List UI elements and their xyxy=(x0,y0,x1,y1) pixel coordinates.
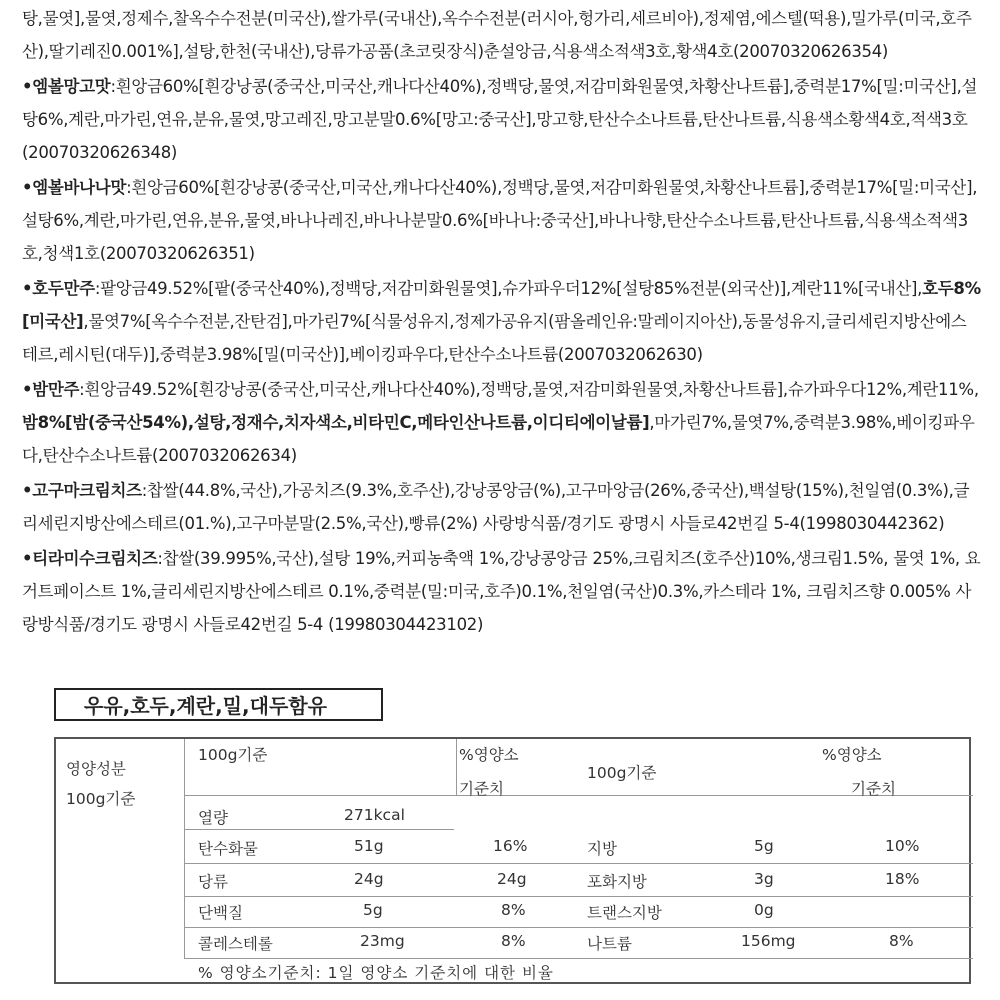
ingredients-list xyxy=(22,2,982,643)
table-divider xyxy=(184,958,973,959)
product-name: •엠볼바나나맛 xyxy=(22,178,127,197)
nutrient-percent: 8% xyxy=(501,901,526,919)
product-name: •호두만주 xyxy=(22,279,95,298)
column-header: 100g기준 xyxy=(587,764,657,782)
nutrient-name: 트랜스지방 xyxy=(587,904,662,922)
ingredient-text: :흰앙금60%[흰강낭콩(중국산,미국산,캐나다산40%),정백당,물엿,저감미화원물엿,차황산나트륨],중력분17%[밀:미국산],설탕6%,계란,마가린,연유,분유,물엿,망고레진,망고분말0.6%[망고:중국산],망고향,탄산수소나트륨,탄산나트륨,식용색소황색4호,적색3호(20070320626348) xyxy=(22,77,978,162)
nutrient-percent: 8% xyxy=(501,932,526,950)
product-name: •고구마크림치즈 xyxy=(22,481,142,500)
ingredient-paragraph xyxy=(22,2,982,68)
ingredient-text: 탕,물엿],물엿,정제수,찰옥수수전분(미국산),쌀가루(국내산),옥수수전분(러시아,헝가리,세르비아),정제염,에스텔(떡용),밀가루(미국,호주산),딸기레진0.001%],설탕,한천(국내산),당류가공품(초코릿장식)춘설앙금,식용색소적색3호,황색4호(20070320626354) xyxy=(22,9,972,61)
product-name: •티라미수크림치즈 xyxy=(22,549,158,568)
nutrition-header-label: 영양성분 xyxy=(66,760,126,778)
ingredient-text: :찹쌀(39.995%,국산),설탕 19%,커피농축액 1%,강낭콩앙금 25%,크림치즈(호주산)10%,생크림1.5%, 물엿 1%, 요거트페이스트 1%,글리세린지방산에스테르 0.1%,중력분(밀:미국,호주)0.1%,천일염(국산)0.3%,카스테라 1%, 크림치즈향 0.005% 사랑방식품/경기도 광명시 사들로42번길 5-4 (19980304423102) xyxy=(22,549,981,634)
nutrient-percent: 18% xyxy=(885,870,920,888)
calorie-label: 열량 xyxy=(198,809,228,827)
nutrient-amount: 5g xyxy=(363,901,383,919)
nutrient-amount: 24g xyxy=(354,870,384,888)
column-header: 100g기준 xyxy=(198,746,268,764)
ingredient-paragraph xyxy=(22,70,982,169)
nutrient-name: 당류 xyxy=(198,873,228,891)
table-divider xyxy=(184,863,973,864)
table-divider xyxy=(184,739,185,958)
ingredient-text: :찹쌀(44.8%,국산),가공치즈(9.3%,호주산),강낭콩앙금(%),고구마앙금(26%,중국산),백설탕(15%),천일염(0.3%),글리세린지방산에스테르(01.%),고구마분말(2.5%,국산),빵류(2%) 사랑방식품/경기도 광명시 사들로42번길 5-4(19980304423​62) xyxy=(22,481,970,533)
table-divider xyxy=(184,896,973,897)
nutrient-amount: 51g xyxy=(354,837,384,855)
column-header: %영양소 xyxy=(822,746,882,764)
nutrition-header-basis: 100g기준 xyxy=(66,790,136,808)
ingredient-text: :흰앙금60%[흰강낭콩(중국산,미국산,캐나다산40%),정백당,물엿,저감미화원물엿,차황산나트륨],중력분17%[밀:미국산],설탕6%,계란,마가린,연유,분유,물엿,바나나레진,바나나분말0.6%[바나나:중국산],바나나향,탄산수소나트륨,탄산나트륨,식용색소적색3호,청색1호(20070320626351) xyxy=(22,178,978,263)
table-divider xyxy=(456,739,457,795)
ingredient-highlight: 호두8%[미국산] xyxy=(22,279,981,331)
calorie-value: 271kcal xyxy=(344,806,405,824)
ingredient-paragraph xyxy=(22,171,982,270)
product-name: •밤만주 xyxy=(22,380,80,399)
nutrition-table xyxy=(54,737,971,984)
nutrient-amount: 0g xyxy=(754,901,774,919)
table-divider xyxy=(184,829,454,830)
nutrient-percent: 10% xyxy=(885,837,920,855)
ingredient-paragraph xyxy=(22,272,982,371)
ingredient-text: ,물엿7%[옥수수전분,잔탄검],마가린7%[식물성유지,정제가공유지(팜올레인유:말레이지아산),동물성유지,글리세린지방산에스테르,레시틴(대두)],중력분3.98%[밀(미국산)],베이킹파우다,탄산수소나트륨(20070320626​30) xyxy=(22,312,967,364)
nutrition-footnote: % 영양소기준치: 1일 영양소 기준치에 대한 비율 xyxy=(198,964,554,982)
ingredient-highlight: 밤8%[밤(중국산54%),설탕,정재수,치자색소,비타민C,메타인산나트륨,이디티에이날륨] xyxy=(22,413,650,432)
nutrient-percent: 8% xyxy=(889,932,914,950)
column-header: 기준치 xyxy=(851,780,896,798)
nutrient-name: 단백질 xyxy=(198,904,243,922)
nutrient-name: 나트륨 xyxy=(587,935,632,953)
table-divider xyxy=(184,927,973,928)
nutrient-name: 탄수화물 xyxy=(198,840,258,858)
ingredient-text: :흰앙금49.52%[흰강낭콩(중국산,미국산,캐나다산40%),정백당,물엿,저감미화원물엿,차황산나트륨],슈가파우다12%,계란11%, xyxy=(79,380,979,399)
nutrient-amount: 5g xyxy=(754,837,774,855)
product-name: •엠볼망고맛 xyxy=(22,77,111,96)
nutrient-name: 콜레스테롤 xyxy=(198,935,273,953)
ingredient-paragraph xyxy=(22,474,982,540)
column-header: 기준치 xyxy=(459,780,504,798)
column-header: %영양소 xyxy=(459,746,519,764)
ingredient-paragraph xyxy=(22,373,982,472)
ingredient-text: ,마가린7%,물엿7%,중력분3.98%,베이킹파우다,탄산수소나트륨(20070320626​34) xyxy=(22,413,975,465)
nutrient-name: 지방 xyxy=(587,840,617,858)
nutrient-percent: 24g xyxy=(497,870,527,888)
nutrient-percent: 16% xyxy=(493,837,528,855)
ingredient-paragraph xyxy=(22,542,982,641)
ingredient-text: :팥앙금49.52%[팥(중국산40%),정백당,저감미화원물엿],슈가파우더12%[설탕85%전분(외국산)],계란11%[국내산], xyxy=(94,279,923,298)
allergen-box: 우유,호두,계란,밀,대두함유 xyxy=(54,688,383,721)
nutrient-amount: 3g xyxy=(754,870,774,888)
nutrient-name: 포화지방 xyxy=(587,873,647,891)
nutrient-amount: 23mg xyxy=(360,932,405,950)
nutrient-amount: 156mg xyxy=(741,932,796,950)
